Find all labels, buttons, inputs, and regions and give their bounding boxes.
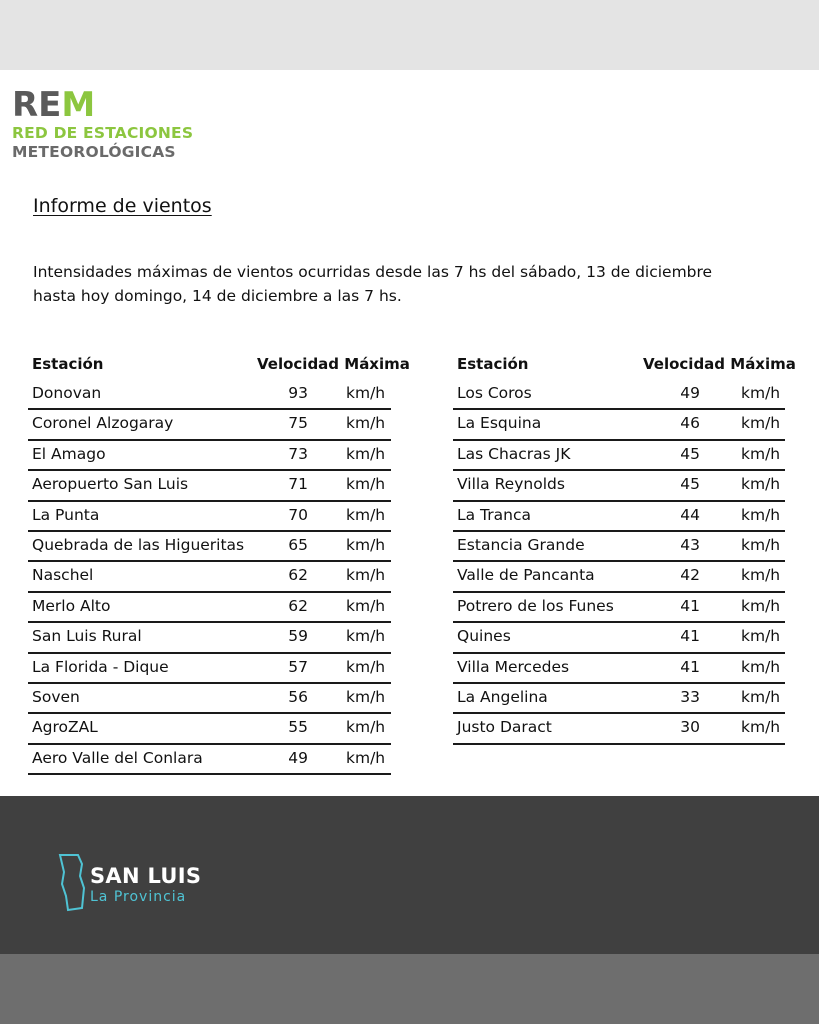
wind-speed-value: 42	[680, 566, 700, 585]
wind-speed-value: 45	[680, 444, 700, 463]
table-row	[28, 532, 391, 562]
wind-speed-unit: km/h	[346, 596, 386, 615]
table-row	[453, 502, 785, 532]
wind-speed-value: 59	[288, 627, 308, 646]
wind-speed-value: 33	[680, 687, 700, 706]
wind-speed-value: 62	[288, 566, 308, 585]
header-station: Estación	[457, 355, 529, 373]
wind-speed-unit: km/h	[741, 657, 781, 676]
bottom-gray-band	[0, 954, 819, 1024]
table-row	[453, 471, 785, 501]
table-row	[28, 684, 391, 714]
wind-speed-unit: km/h	[346, 687, 386, 706]
station-name: La Punta	[32, 505, 100, 524]
rem-abbreviation	[12, 85, 193, 126]
table-row	[453, 593, 785, 623]
station-name: Quines	[457, 627, 511, 646]
table-row	[453, 714, 785, 744]
station-name: Estancia Grande	[457, 535, 585, 554]
table-row	[28, 380, 391, 410]
table-row	[28, 714, 391, 744]
wind-speed-unit: km/h	[346, 535, 386, 554]
table-row	[453, 532, 785, 562]
station-name: Naschel	[32, 566, 94, 585]
station-name: Villa Mercedes	[457, 657, 570, 676]
wind-speed-value: 45	[680, 475, 700, 494]
top-gray-band	[0, 0, 819, 70]
table-header	[453, 352, 796, 380]
footer-title: SAN LUIS	[90, 864, 202, 888]
report-title: Informe de vientos	[33, 195, 212, 217]
table-row	[453, 623, 785, 653]
wind-speed-value: 43	[680, 535, 700, 554]
station-name: Justo Daract	[457, 718, 552, 737]
wind-speed-value: 62	[288, 596, 308, 615]
wind-speed-unit: km/h	[741, 475, 781, 494]
station-name: La Angelina	[457, 687, 548, 706]
table-row	[28, 623, 391, 653]
wind-speed-value: 71	[288, 475, 308, 494]
table-row	[28, 441, 391, 471]
wind-speed-value: 44	[680, 505, 700, 524]
wind-speed-unit: km/h	[346, 384, 386, 402]
table-row	[28, 654, 391, 684]
wind-speed-value: 56	[288, 687, 308, 706]
wind-speed-value: 41	[680, 596, 700, 615]
station-name: Los Coros	[457, 384, 532, 402]
header-speed: Velocidad Máxima	[643, 355, 796, 373]
table-row	[28, 502, 391, 532]
intro-line-2: hasta hoy domingo, 14 de diciembre a las 7 hs.	[33, 287, 402, 305]
wind-speed-unit: km/h	[346, 566, 386, 585]
header-speed: Velocidad Máxima	[257, 355, 410, 373]
table-header	[28, 352, 410, 380]
wind-speed-value: 75	[288, 414, 308, 433]
station-name: San Luis Rural	[32, 627, 142, 646]
station-name: Potrero de los Funes	[457, 596, 614, 615]
table-row	[28, 745, 391, 775]
intro-line-1: Intensidades máximas de vientos ocurridas desde las 7 hs del sábado, 13 de diciembre	[33, 263, 713, 281]
station-name: La Tranca	[457, 505, 531, 524]
wind-speed-unit: km/h	[346, 627, 386, 646]
table-row	[28, 593, 391, 623]
wind-speed-value: 57	[288, 657, 308, 676]
table-row	[28, 562, 391, 592]
station-name: Quebrada de las Higueritas	[32, 535, 245, 554]
table-row	[28, 471, 391, 501]
wind-speed-unit: km/h	[346, 444, 386, 463]
wind-speed-unit: km/h	[741, 535, 781, 554]
table-row	[453, 441, 785, 471]
report-intro	[33, 260, 773, 308]
wind-table-left	[28, 352, 410, 775]
wind-speed-value: 73	[288, 444, 308, 463]
wind-speed-value: 55	[288, 718, 308, 737]
wind-speed-value: 46	[680, 414, 700, 433]
wind-speed-value: 41	[680, 627, 700, 646]
wind-speed-unit: km/h	[741, 414, 781, 433]
footer-subtitle: La Provincia	[90, 889, 187, 905]
wind-speed-value: 49	[288, 748, 308, 767]
table-row	[453, 380, 785, 410]
wind-speed-unit: km/h	[741, 384, 781, 402]
wind-speed-unit: km/h	[741, 444, 781, 463]
station-name: Merlo Alto	[32, 596, 111, 615]
wind-speed-unit: km/h	[346, 475, 386, 494]
wind-speed-unit: km/h	[741, 687, 781, 706]
station-name: La Florida - Dique	[32, 657, 169, 676]
wind-speed-value: 65	[288, 535, 308, 554]
rem-name-line1: RED DE ESTACIONES	[12, 124, 194, 142]
station-name: Soven	[32, 687, 80, 706]
station-name: El Amago	[32, 444, 106, 463]
station-name: Coronel Alzogaray	[32, 414, 174, 433]
table-row	[453, 684, 785, 714]
wind-speed-unit: km/h	[346, 657, 386, 676]
wind-speed-unit: km/h	[346, 748, 386, 767]
wind-speed-unit: km/h	[346, 718, 386, 737]
table-row	[453, 562, 785, 592]
station-name: Aeropuerto San Luis	[32, 475, 189, 494]
rem-abbr-re: RE	[12, 85, 62, 125]
wind-speed-unit: km/h	[741, 596, 781, 615]
wind-speed-unit: km/h	[741, 627, 781, 646]
rem-name-line2: METEOROLÓGICAS	[12, 142, 176, 161]
table-row	[453, 410, 785, 440]
table-row	[453, 654, 785, 684]
wind-speed-unit: km/h	[741, 718, 781, 737]
station-name: Donovan	[32, 384, 102, 402]
station-name: AgroZAL	[32, 718, 98, 737]
wind-speed-unit: km/h	[741, 566, 781, 585]
station-name: Las Chacras JK	[457, 444, 571, 463]
station-name: La Esquina	[457, 414, 542, 433]
rem-logo	[12, 85, 194, 161]
wind-speed-unit: km/h	[346, 414, 386, 433]
station-name: Valle de Pancanta	[457, 566, 595, 585]
station-name: Aero Valle del Conlara	[32, 748, 203, 767]
wind-speed-unit: km/h	[346, 505, 386, 524]
wind-speed-value: 93	[288, 384, 308, 402]
wind-speed-value: 70	[288, 505, 308, 524]
station-name: Villa Reynolds	[457, 475, 565, 494]
wind-speed-value: 49	[680, 384, 700, 402]
rem-abbr-m: M	[61, 85, 96, 125]
wind-table-right	[453, 352, 796, 745]
wind-speed-value: 30	[680, 718, 700, 737]
header-station: Estación	[32, 355, 104, 373]
wind-speed-value: 41	[680, 657, 700, 676]
table-row	[28, 410, 391, 440]
wind-speed-unit: km/h	[741, 505, 781, 524]
